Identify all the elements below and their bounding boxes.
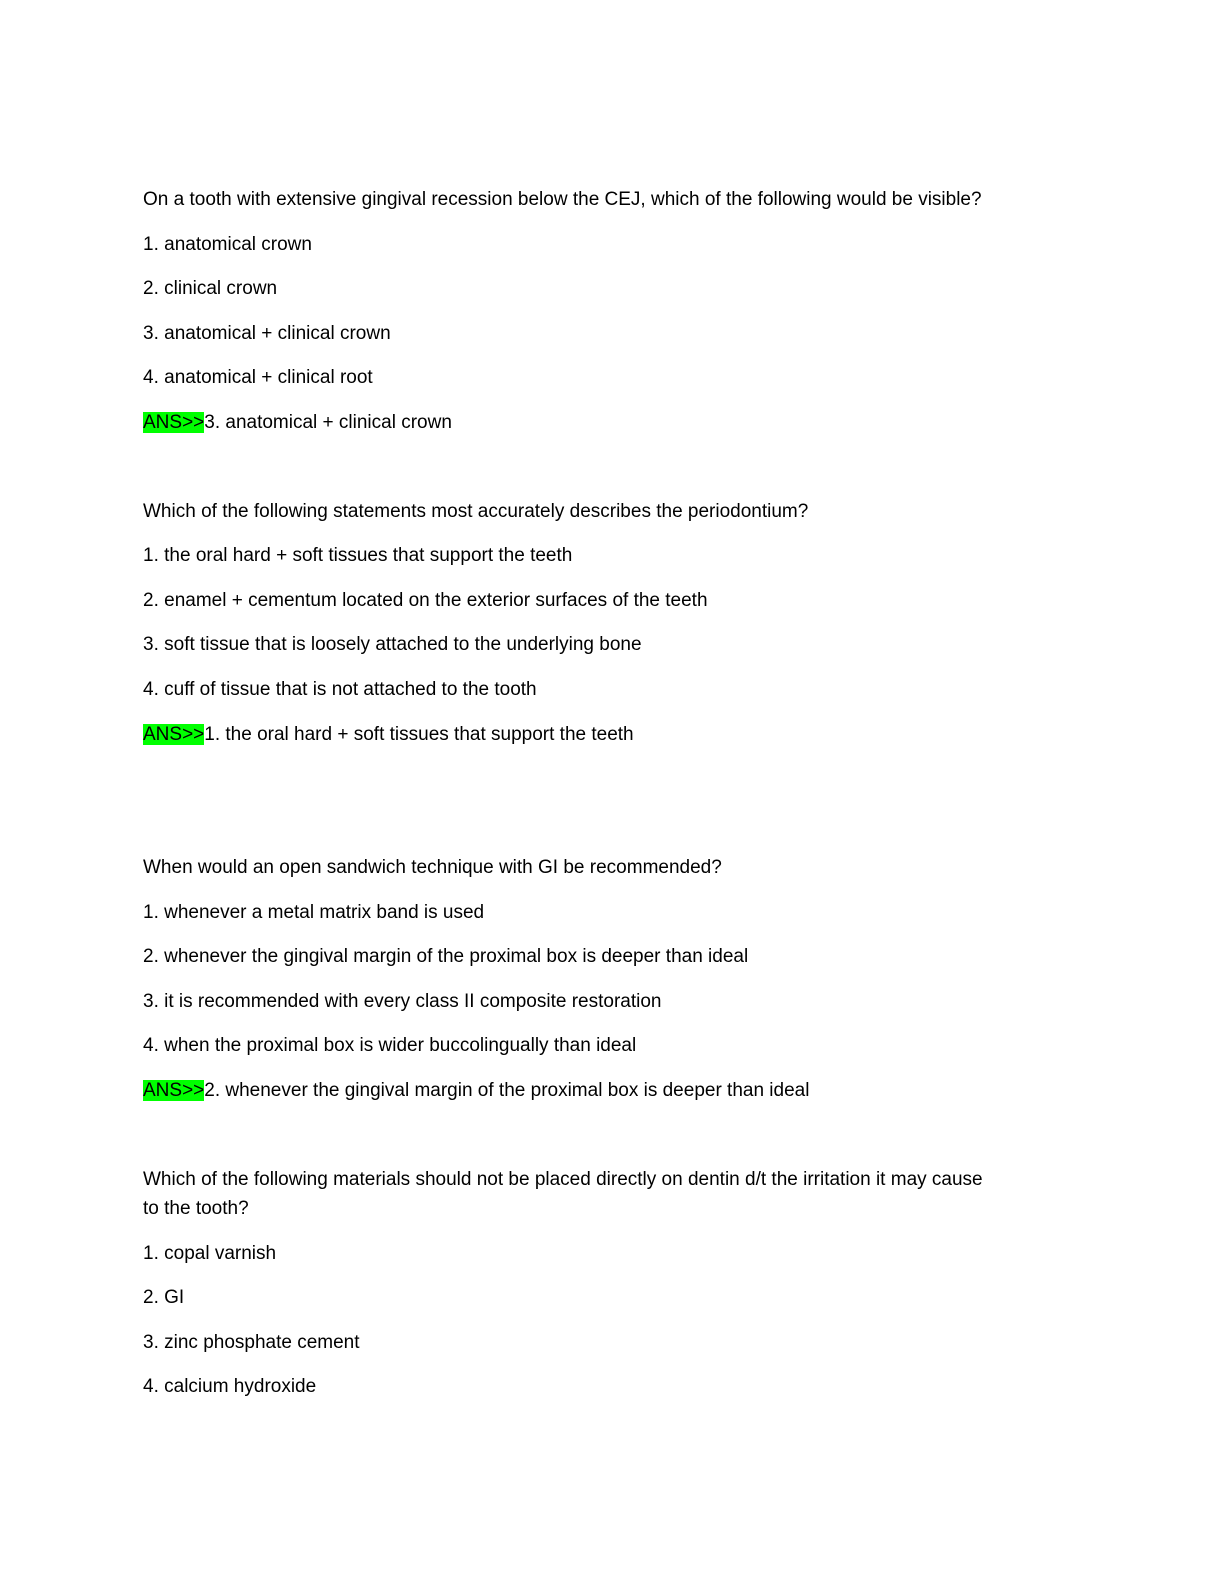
question-1-option-3: 3. anatomical + clinical crown [143,323,391,344]
question-1-option-1: 1. anatomical crown [143,234,312,255]
question-4-option-2: 2. GI [143,1287,185,1308]
question-4-text-line-2: to the tooth? [143,1198,249,1219]
question-1-answer [143,408,452,438]
question-2-option-3: 3. soft tissue that is loosely attached to the underlying bone [143,634,642,655]
answer-tag: ANS>> [143,724,205,745]
question-4-option-4: 4. calcium hydroxide [143,1376,317,1397]
question-1-text: On a tooth with extensive gingival recession below the CEJ, which of the following would be visible? [143,189,982,210]
question-3-option-1: 1. whenever a metal matrix band is used [143,902,485,923]
answer-tag: ANS>> [143,412,205,433]
question-4-text-line-1: Which of the following materials should not be placed directly on dentin d/t the irritation it may cause [143,1169,983,1190]
question-1-option-2: 2. clinical crown [143,278,278,299]
answer-tag: ANS>> [143,1080,205,1101]
question-4-option-1: 1. copal varnish [143,1243,277,1264]
question-4-option-3: 3. zinc phosphate cement [143,1332,360,1353]
answer-text: 3. anatomical + clinical crown [204,412,452,433]
question-2-text: Which of the following statements most accurately describes the periodontium? [143,501,809,522]
question-1-option-4: 4. anatomical + clinical root [143,367,373,388]
question-3-option-3: 3. it is recommended with every class II composite restoration [143,991,662,1012]
question-2-option-2: 2. enamel + cementum located on the exterior surfaces of the teeth [143,590,708,611]
answer-text: 2. whenever the gingival margin of the proximal box is deeper than ideal [204,1080,810,1101]
question-3-option-2: 2. whenever the gingival margin of the proximal box is deeper than ideal [143,946,749,967]
question-2-option-1: 1. the oral hard + soft tissues that support the teeth [143,545,573,566]
question-2-answer [143,720,634,750]
question-3-option-4: 4. when the proximal box is wider buccolingually than ideal [143,1035,637,1056]
answer-text: 1. the oral hard + soft tissues that support the teeth [204,724,634,745]
question-3-text: When would an open sandwich technique with GI be recommended? [143,857,722,878]
question-3-answer [143,1076,809,1106]
question-2-option-4: 4. cuff of tissue that is not attached to the tooth [143,679,537,700]
